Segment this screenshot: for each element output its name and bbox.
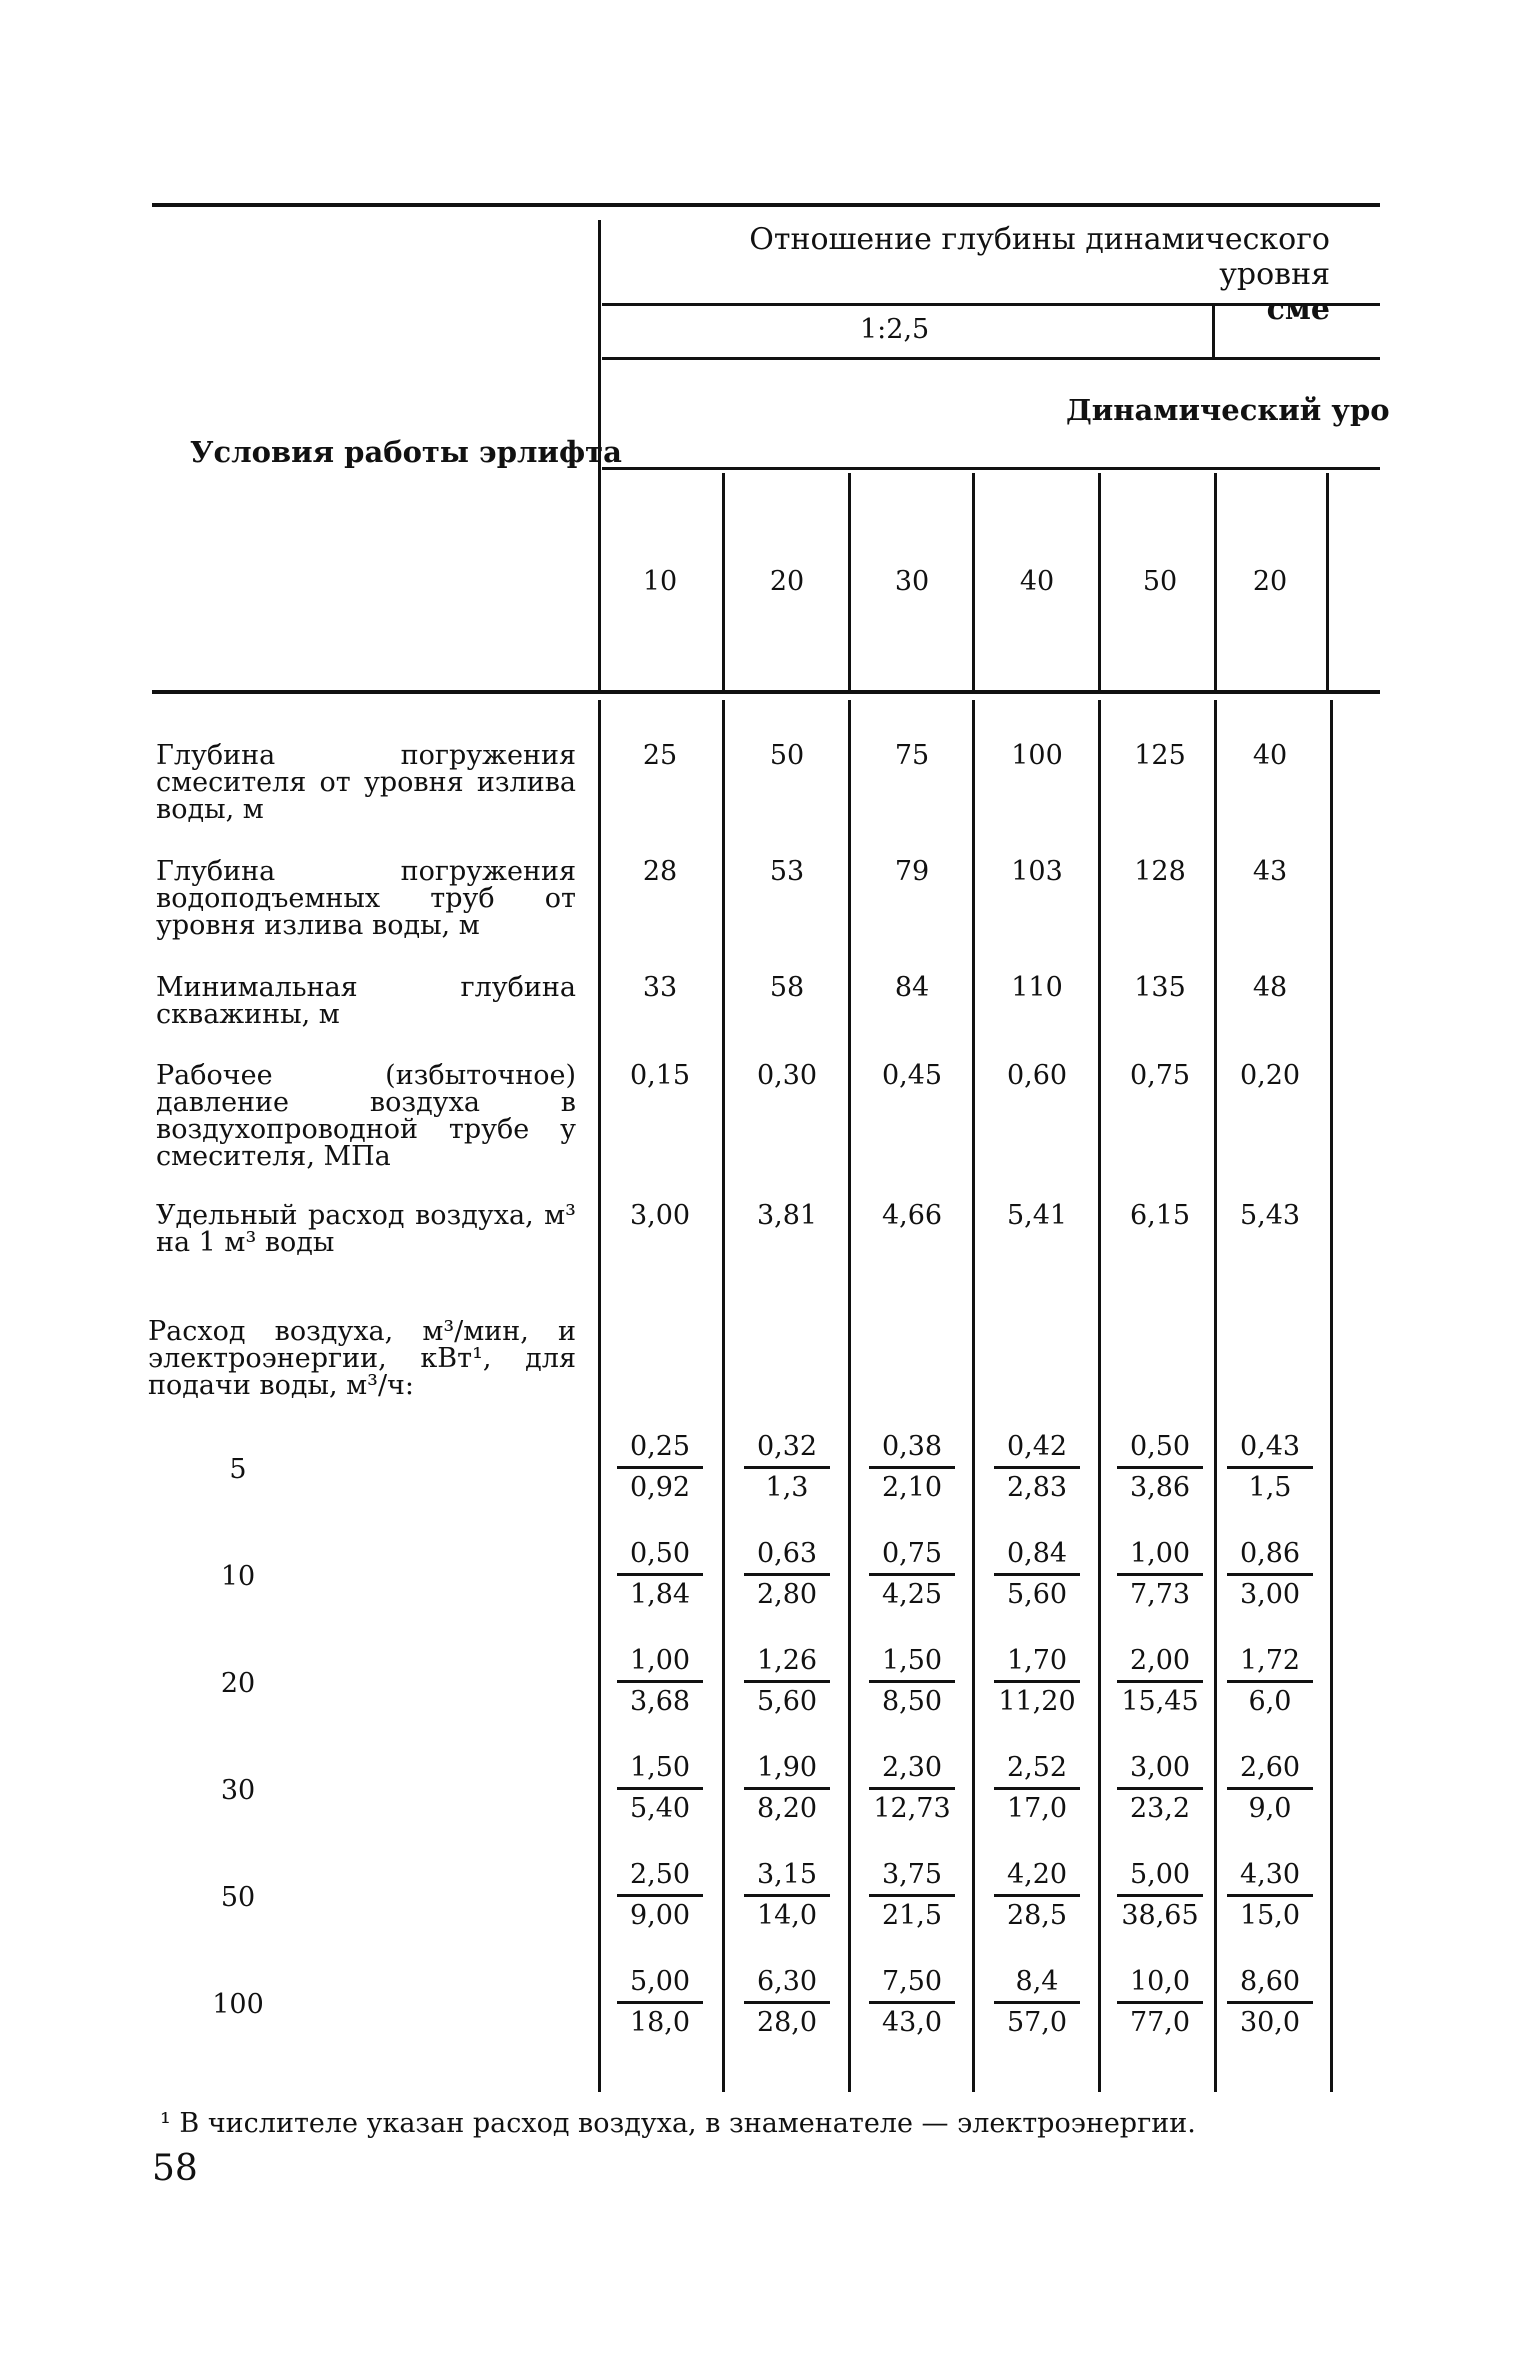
energy-value: 77,0 [1129, 2007, 1191, 2038]
fraction-cell [617, 1428, 703, 1507]
energy-value: 5,60 [756, 1686, 818, 1717]
energy-value: 14,0 [756, 1900, 818, 1931]
air-flow-value: 0,32 [756, 1431, 818, 1462]
row-label: Удельный расход воздуха, м³ на 1 м³ воды [156, 1200, 576, 1258]
table-cell: 135 [1134, 972, 1186, 1003]
body-divider [598, 700, 601, 2092]
ratio-header-line1: Отношение глубины динамического уровня [749, 222, 1330, 292]
energy-value: 2,80 [756, 1579, 818, 1610]
air-flow-value: 0,86 [1239, 1538, 1301, 1569]
column-header: 20 [1252, 566, 1288, 597]
table-cell: 0,45 [881, 1060, 943, 1091]
energy-value: 28,0 [756, 2007, 818, 2038]
energy-value: 3,00 [1239, 1579, 1301, 1610]
body-col-divider [722, 700, 725, 2092]
table-cell: 50 [769, 740, 805, 771]
table-cell: 3,00 [629, 1200, 691, 1231]
fraction-cell [1117, 1535, 1203, 1614]
energy-value: 57,0 [1006, 2007, 1068, 2038]
table-cell: 4,66 [881, 1200, 943, 1231]
col-divider [972, 473, 975, 690]
table-cell: 0,30 [756, 1060, 818, 1091]
fraction-cell [869, 1856, 955, 1935]
flow-rate-label: 50 [220, 1882, 256, 1913]
col-divider [1098, 473, 1101, 690]
energy-value: 1,3 [765, 1472, 809, 1503]
flow-section-label: Расход воздуха, м³/мин, и электроэнергии, кВт¹, для подачи воды, м³/ч: [148, 1316, 576, 1401]
body-col-divider [1330, 700, 1333, 2092]
fraction-cell [1117, 1642, 1203, 1721]
table-cell: 0,20 [1239, 1060, 1301, 1091]
dynamic-level-header: Динамический уро [1066, 393, 1390, 427]
table-cell: 84 [894, 972, 930, 1003]
air-flow-value: 7,50 [881, 1966, 943, 1997]
column-header: 50 [1142, 566, 1178, 597]
fraction-cell [869, 1963, 955, 2042]
table-cell: 5,41 [1006, 1200, 1068, 1231]
table-cell: 103 [1011, 856, 1063, 887]
energy-value: 23,2 [1129, 1793, 1191, 1824]
air-flow-value: 8,60 [1239, 1966, 1301, 1997]
energy-value: 8,50 [881, 1686, 943, 1717]
body-col-divider [972, 700, 975, 2092]
air-flow-value: 1,72 [1239, 1645, 1301, 1676]
table-cell: 25 [642, 740, 678, 771]
air-flow-value: 1,90 [756, 1752, 818, 1783]
fraction-cell [994, 1428, 1080, 1507]
air-flow-value: 0,43 [1239, 1431, 1301, 1462]
row-label: Глубина погружения смесителя от уровня излива воды, м [156, 740, 576, 825]
fraction-cell [869, 1749, 955, 1828]
fraction-cell [1227, 1642, 1313, 1721]
energy-value: 1,5 [1248, 1472, 1292, 1503]
table-cell: 100 [1011, 740, 1063, 771]
energy-value: 38,65 [1121, 1900, 1199, 1931]
table-cell: 33 [642, 972, 678, 1003]
header-bottom-rule [152, 690, 1380, 694]
fraction-cell [617, 1963, 703, 2042]
fraction-cell [869, 1642, 955, 1721]
energy-value: 9,0 [1248, 1793, 1292, 1824]
energy-value: 6,0 [1248, 1686, 1292, 1717]
table-cell: 58 [769, 972, 805, 1003]
table-cell: 125 [1134, 740, 1186, 771]
fraction-cell [617, 1856, 703, 1935]
fraction-cell [617, 1535, 703, 1614]
fraction-cell [744, 1856, 830, 1935]
body-col-divider [848, 700, 851, 2092]
fraction-cell [1117, 1963, 1203, 2042]
ratio-value: 1:2,5 [860, 314, 930, 345]
energy-value: 5,40 [629, 1793, 691, 1824]
fraction-cell [994, 1963, 1080, 2042]
table-cell: 28 [642, 856, 678, 887]
energy-value: 17,0 [1006, 1793, 1068, 1824]
fraction-cell [617, 1642, 703, 1721]
air-flow-value: 4,30 [1239, 1859, 1301, 1890]
energy-value: 2,10 [881, 1472, 943, 1503]
table-cell: 75 [894, 740, 930, 771]
air-flow-value: 3,00 [1129, 1752, 1191, 1783]
fraction-cell [744, 1535, 830, 1614]
fraction-cell [1227, 1428, 1313, 1507]
fraction-cell [994, 1856, 1080, 1935]
energy-value: 4,25 [881, 1579, 943, 1610]
ratio-bottom-rule [602, 357, 1380, 360]
body-col-divider [1098, 700, 1101, 2092]
air-flow-value: 2,60 [1239, 1752, 1301, 1783]
air-flow-value: 5,00 [1129, 1859, 1191, 1890]
air-flow-value: 2,30 [881, 1752, 943, 1783]
energy-value: 3,68 [629, 1686, 691, 1717]
flow-rate-label: 10 [220, 1561, 256, 1592]
table-cell: 0,75 [1129, 1060, 1191, 1091]
column-header: 30 [894, 566, 930, 597]
table-cell: 0,15 [629, 1060, 691, 1091]
energy-value: 1,84 [629, 1579, 691, 1610]
air-flow-value: 3,75 [881, 1859, 943, 1890]
col-divider [848, 473, 851, 690]
table-cell: 79 [894, 856, 930, 887]
air-flow-value: 4,20 [1006, 1859, 1068, 1890]
air-flow-value: 0,38 [881, 1431, 943, 1462]
fraction-cell [1117, 1428, 1203, 1507]
energy-value: 9,00 [629, 1900, 691, 1931]
air-flow-value: 1,00 [629, 1645, 691, 1676]
row-label: Рабочее (избыточное) давление воздуха в воздухопроводной трубе у смесителя, МПа [156, 1060, 576, 1172]
table-cell: 48 [1252, 972, 1288, 1003]
row-label: Глубина погружения водоподъемных труб от уровня излива воды, м [156, 856, 576, 941]
air-flow-value: 0,63 [756, 1538, 818, 1569]
table-cell: 110 [1011, 972, 1063, 1003]
table-cell: 0,60 [1006, 1060, 1068, 1091]
energy-value: 0,92 [629, 1472, 691, 1503]
fraction-cell [869, 1428, 955, 1507]
fraction-cell [744, 1428, 830, 1507]
air-flow-value: 0,25 [629, 1431, 691, 1462]
air-flow-value: 8,4 [1015, 1966, 1059, 1997]
ratio-header [700, 222, 1330, 327]
air-flow-value: 2,00 [1129, 1645, 1191, 1676]
air-flow-value: 6,30 [756, 1966, 818, 1997]
energy-value: 18,0 [629, 2007, 691, 2038]
table-cell: 3,81 [756, 1200, 818, 1231]
air-flow-value: 2,52 [1006, 1752, 1068, 1783]
table-cell: 5,43 [1239, 1200, 1301, 1231]
flow-rate-label: 100 [212, 1989, 264, 2020]
fraction-cell [744, 1749, 830, 1828]
fraction-cell [744, 1963, 830, 2042]
energy-value: 43,0 [881, 2007, 943, 2038]
column-header: 10 [642, 566, 678, 597]
fraction-cell [617, 1749, 703, 1828]
table-cell: 40 [1252, 740, 1288, 771]
column-header: 20 [769, 566, 805, 597]
air-flow-value: 0,50 [629, 1538, 691, 1569]
energy-value: 8,20 [756, 1793, 818, 1824]
air-flow-value: 1,26 [756, 1645, 818, 1676]
air-flow-value: 5,00 [629, 1966, 691, 1997]
fraction-cell [1117, 1749, 1203, 1828]
air-flow-value: 10,0 [1129, 1966, 1191, 1997]
energy-value: 11,20 [998, 1686, 1076, 1717]
table-cell: 43 [1252, 856, 1288, 887]
air-flow-value: 0,84 [1006, 1538, 1068, 1569]
fraction-cell [994, 1642, 1080, 1721]
air-flow-value: 2,50 [629, 1859, 691, 1890]
row-label: Минимальная глубина скважины, м [156, 972, 576, 1030]
footnote: ¹ В числителе указан расход воздуха, в знаменателе — электроэнергии. [160, 2108, 1196, 2139]
flow-rate-label: 30 [220, 1775, 256, 1806]
energy-value: 28,5 [1006, 1900, 1068, 1931]
energy-value: 3,86 [1129, 1472, 1191, 1503]
ratio-header-line2: сме [1266, 292, 1330, 327]
fraction-cell [1227, 1856, 1313, 1935]
energy-value: 21,5 [881, 1900, 943, 1931]
fraction-cell [869, 1535, 955, 1614]
energy-value: 2,83 [1006, 1472, 1068, 1503]
energy-value: 12,73 [873, 1793, 951, 1824]
top-rule [152, 203, 1380, 207]
table-cell: 6,15 [1129, 1200, 1191, 1231]
col-divider [1326, 473, 1329, 690]
energy-value: 15,0 [1239, 1900, 1301, 1931]
air-flow-value: 3,15 [756, 1859, 818, 1890]
column-header: 40 [1019, 566, 1055, 597]
fraction-cell [1117, 1856, 1203, 1935]
fraction-cell [1227, 1963, 1313, 2042]
page-number: 58 [152, 2148, 198, 2189]
air-flow-value: 1,50 [629, 1752, 691, 1783]
energy-value: 15,45 [1121, 1686, 1199, 1717]
fraction-cell [994, 1749, 1080, 1828]
air-flow-value: 0,42 [1006, 1431, 1068, 1462]
air-flow-value: 0,50 [1129, 1431, 1191, 1462]
energy-value: 30,0 [1239, 2007, 1301, 2038]
energy-value: 7,73 [1129, 1579, 1191, 1610]
air-flow-value: 1,00 [1129, 1538, 1191, 1569]
fraction-cell [744, 1642, 830, 1721]
body-col-divider [1214, 700, 1217, 2092]
fraction-cell [1227, 1535, 1313, 1614]
dynamic-bottom-rule [602, 467, 1380, 470]
energy-value: 5,60 [1006, 1579, 1068, 1610]
air-flow-value: 1,70 [1006, 1645, 1068, 1676]
conditions-header: Условия работы эрлифта [190, 435, 622, 469]
flow-rate-label: 5 [229, 1454, 247, 1485]
flow-rate-label: 20 [220, 1668, 256, 1699]
table-cell: 128 [1134, 856, 1186, 887]
air-flow-value: 1,50 [881, 1645, 943, 1676]
fraction-cell [1227, 1749, 1313, 1828]
col-divider [722, 473, 725, 690]
table-cell: 53 [769, 856, 805, 887]
fraction-cell [994, 1535, 1080, 1614]
air-flow-value: 0,75 [881, 1538, 943, 1569]
